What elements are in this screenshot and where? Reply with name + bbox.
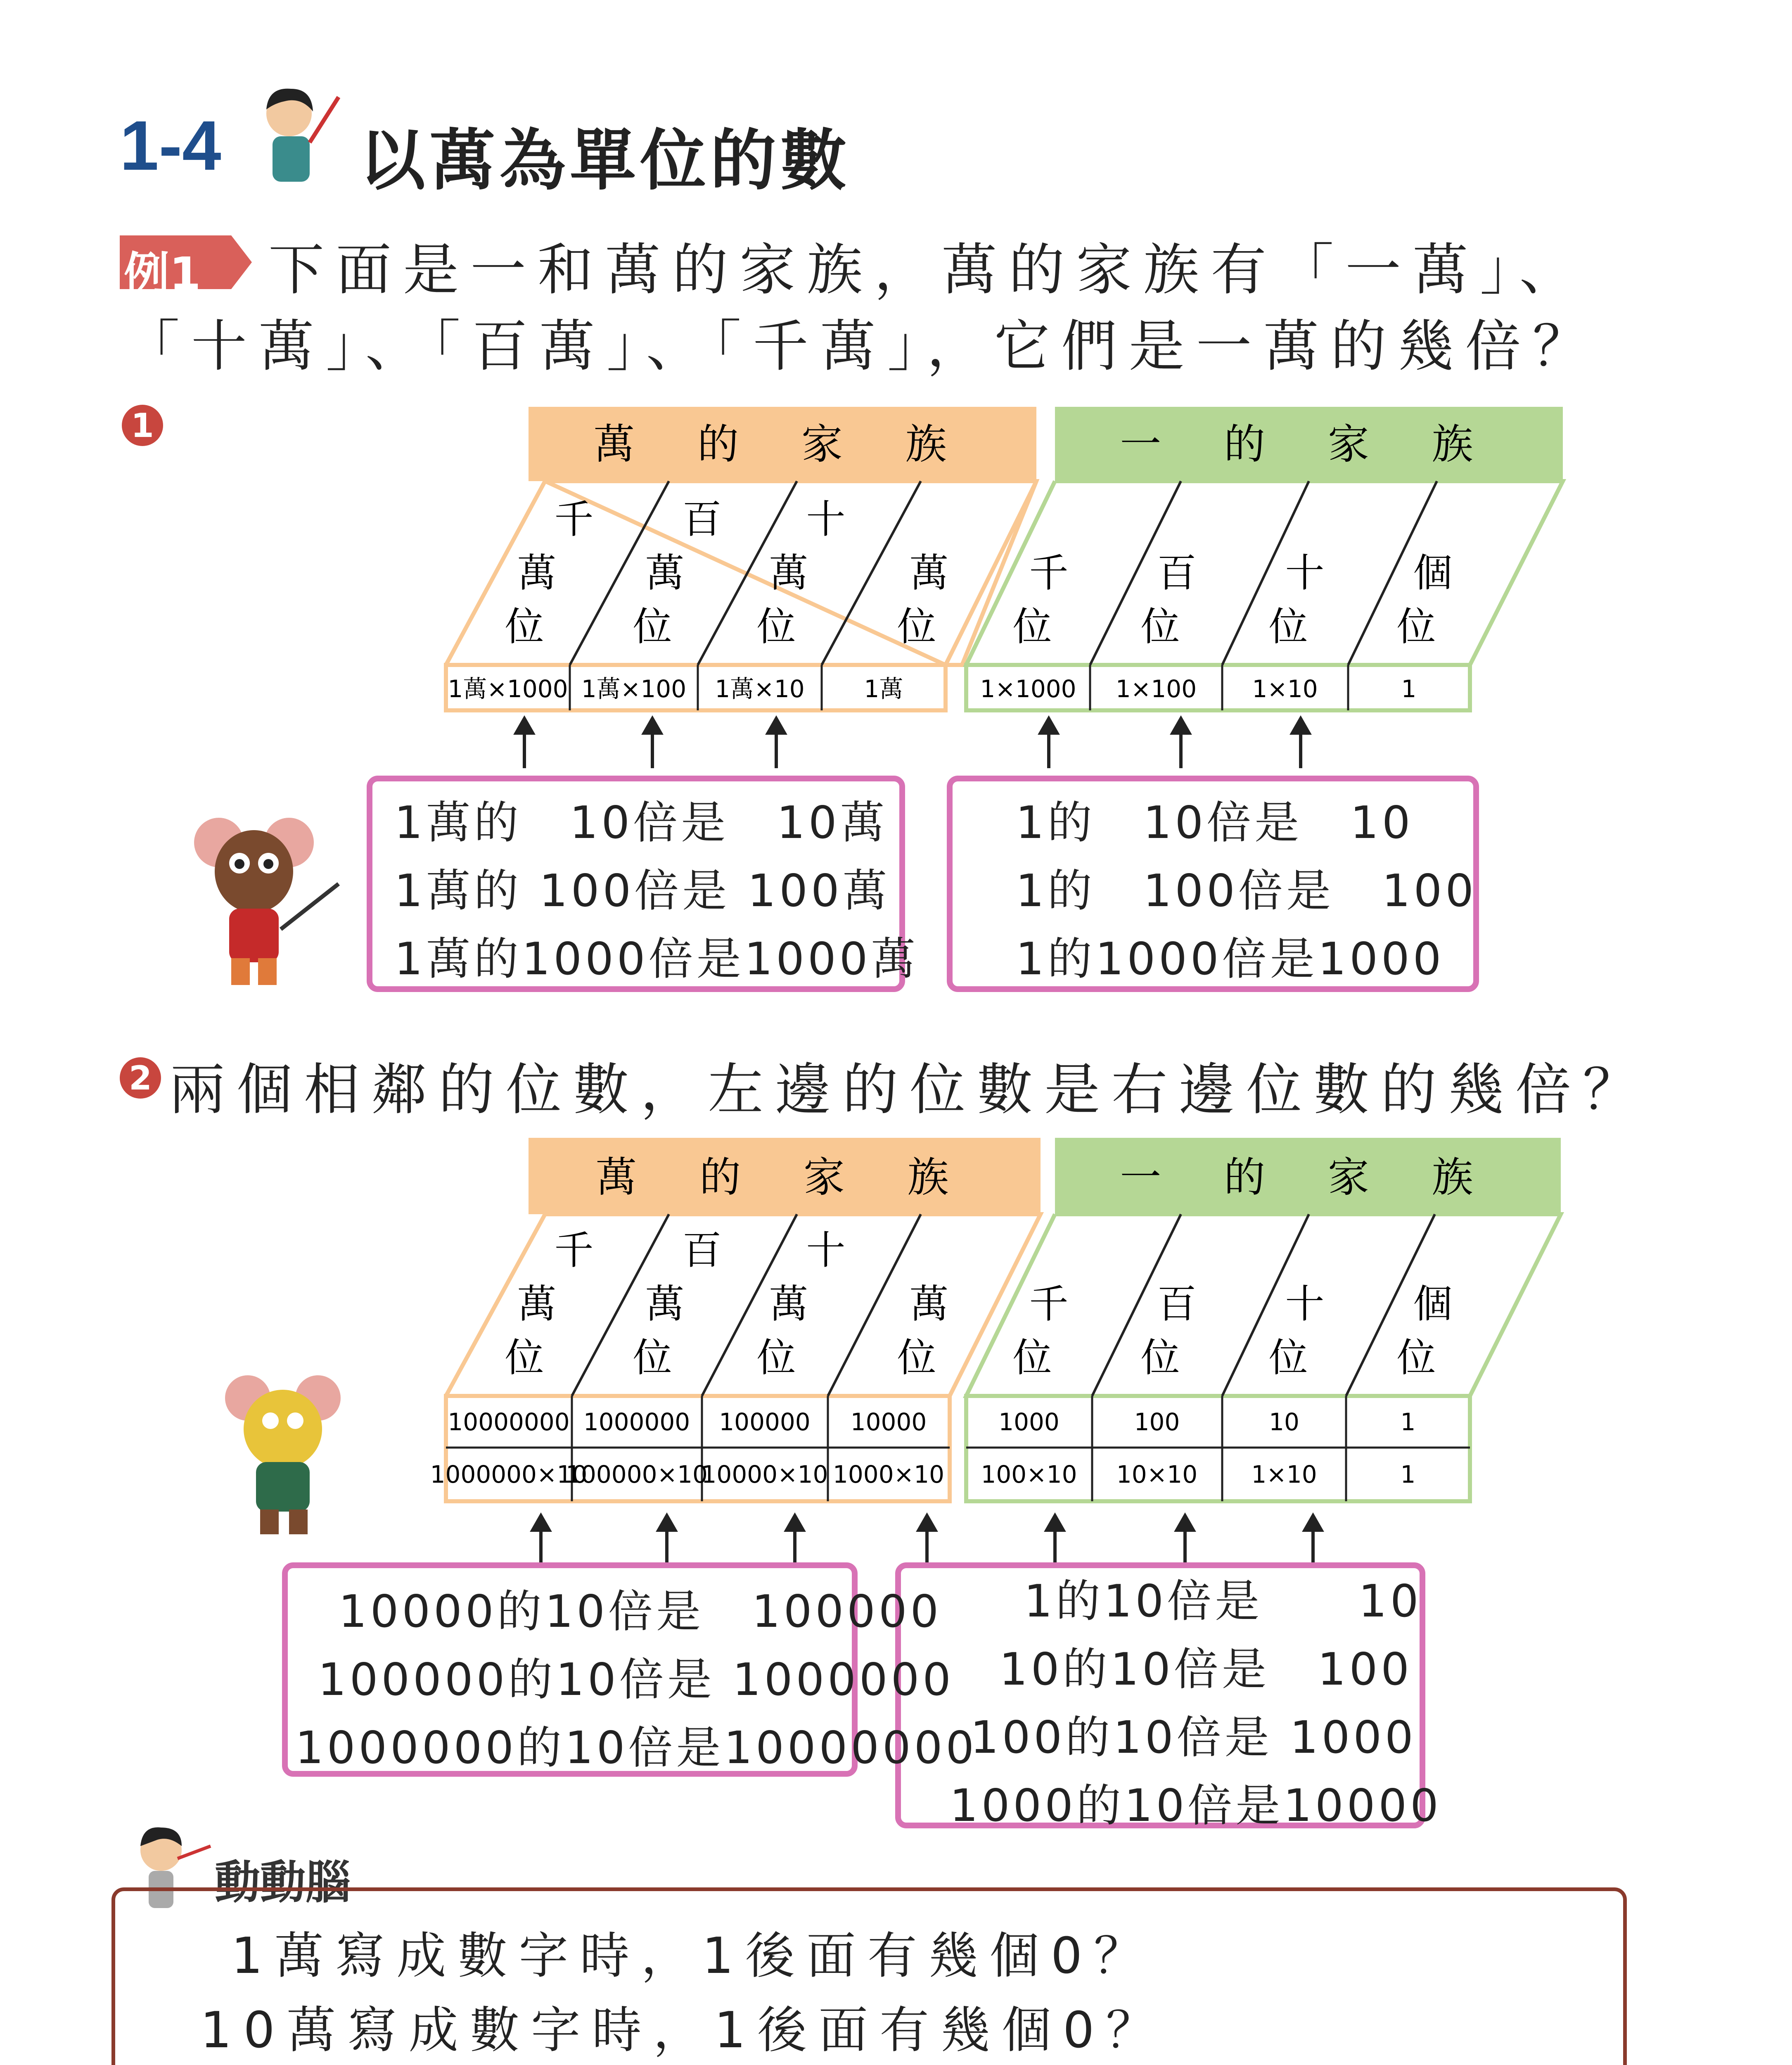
wan-family-header: 萬 的 家 族 <box>593 420 972 468</box>
wan-col-label-0-2: 位 <box>505 604 544 650</box>
wan-row-cell-2: 1萬×10 <box>715 675 805 703</box>
p2-yi-rule-4: 1000的10倍是10000 <box>950 1780 1442 1832</box>
part2-arrows <box>533 1516 1321 1565</box>
p2-wan-row2-cell-2: 10000×10 <box>701 1460 828 1488</box>
yi-col-label-0-1: 千 <box>1029 551 1069 596</box>
question-line-1: 下面是一和萬的家族，萬的家族有「一萬」、 <box>268 237 1587 302</box>
p2-wan-row1-cell-3: 10000 <box>850 1408 927 1436</box>
yi-col-label-0-2: 位 <box>1012 604 1052 650</box>
yi-family-header: 一 的 家 族 <box>1120 420 1498 468</box>
wan-row-cell-0: 1萬×1000 <box>448 675 568 703</box>
p2-wan-rule-3: 1000000的10倍是10000000 <box>295 1722 978 1774</box>
wan-row-cell-1: 1萬×100 <box>581 675 687 703</box>
p2-yi-row1-cell-0: 1000 <box>998 1408 1060 1436</box>
yi-col-label-1-1: 百 <box>1157 551 1197 596</box>
yi-rule-2: 1的 100倍是 100 <box>1016 865 1477 917</box>
question-line-2: 「十萬」、「百萬」、「千萬」，它們是一萬的幾倍？ <box>124 314 1600 379</box>
think-title: 動動腦 <box>215 1856 351 1909</box>
p2-yi-row2-cell-2: 1×10 <box>1251 1460 1317 1488</box>
p2-wan-col-label-3-1: 萬 <box>909 1282 949 1327</box>
p2-wan-row1-cell-2: 100000 <box>719 1408 811 1436</box>
p2-wan-row2-cell-0: 1000000×10 <box>430 1460 588 1488</box>
yi-row-cell-2: 1×10 <box>1252 675 1318 703</box>
yi-col-label-3-1: 個 <box>1413 551 1453 596</box>
wan-col-label-0-1: 萬 <box>517 551 557 596</box>
wan-col-label-1-2: 位 <box>633 604 672 650</box>
p2-yi-row2-cell-0: 100×10 <box>981 1460 1077 1488</box>
part2-marker: 2 <box>120 1057 161 1099</box>
mouse-illustration-2 <box>225 1375 341 1534</box>
p2-wan-col-label-0-1: 萬 <box>517 1282 557 1327</box>
wan-col-label-3-1: 萬 <box>909 551 949 596</box>
yi-family-header-2: 一 的 家 族 <box>1120 1153 1498 1201</box>
p2-yi-row2-cell-1: 10×10 <box>1116 1460 1198 1488</box>
p2-wan-rule-1: 10000的10倍是 100000 <box>339 1586 942 1638</box>
p2-yi-rule-2: 10的10倍是 100 <box>999 1644 1413 1695</box>
yi-row-cell-0: 1×1000 <box>980 675 1076 703</box>
p2-yi-col-label-1-2: 位 <box>1140 1335 1180 1381</box>
wan-row-cell-3: 1萬 <box>864 675 903 703</box>
p2-wan-col-label-0-2: 位 <box>505 1335 544 1381</box>
wan-col-label-1-1: 萬 <box>645 551 685 596</box>
p2-wan-col-label-1-0: 百 <box>682 1228 722 1273</box>
p2-wan-row2-cell-3: 1000×10 <box>832 1460 945 1488</box>
example-badge: 例1 <box>124 247 201 300</box>
yi-rule-1: 1的 10倍是 10 <box>1016 797 1414 849</box>
p2-yi-col-label-2-2: 位 <box>1268 1335 1308 1381</box>
yi-col-label-1-2: 位 <box>1140 604 1180 650</box>
p2-yi-row1-cell-2: 10 <box>1269 1408 1299 1436</box>
wan-col-label-0-0: 千 <box>554 497 594 542</box>
p2-yi-row1-cell-3: 1 <box>1400 1408 1416 1436</box>
p2-wan-col-label-0-0: 千 <box>554 1228 594 1273</box>
p2-wan-col-label-3-2: 位 <box>897 1335 936 1381</box>
p2-yi-row2-cell-3: 1 <box>1400 1460 1416 1488</box>
yi-row-cell-1: 1×100 <box>1115 675 1197 703</box>
yi-col-label-2-2: 位 <box>1268 604 1308 650</box>
p2-wan-row2-cell-1: 100000×10 <box>566 1460 708 1488</box>
part2-question: 兩個相鄰的位數，左邊的位數是右邊位數的幾倍？ <box>169 1057 1650 1122</box>
p2-wan-col-label-1-2: 位 <box>633 1335 672 1381</box>
p2-yi-col-label-0-2: 位 <box>1012 1335 1052 1381</box>
p2-wan-row1-cell-1: 1000000 <box>583 1408 690 1436</box>
wan-rule-1: 1萬的 10倍是 10萬 <box>394 797 888 849</box>
p2-yi-col-label-1-1: 百 <box>1157 1282 1197 1327</box>
p2-wan-rule-2: 100000的10倍是 1000000 <box>318 1654 955 1706</box>
yi-col-label-2-1: 十 <box>1285 551 1325 596</box>
p2-wan-col-label-2-0: 十 <box>806 1228 846 1273</box>
wan-col-label-3-2: 位 <box>897 604 936 650</box>
p2-yi-rule-3: 100的10倍是 1000 <box>970 1712 1417 1764</box>
p2-yi-rule-1: 1的10倍是 10 <box>1024 1576 1422 1627</box>
yi-row-cell-3: 1 <box>1401 675 1417 703</box>
p2-wan-row1-cell-0: 10000000 <box>448 1408 570 1436</box>
think-line-2: 10萬寫成數字時，1後面有幾個0？ <box>200 2002 1167 2059</box>
wan-family-header-2: 萬 的 家 族 <box>595 1153 974 1201</box>
p2-wan-col-label-2-2: 位 <box>756 1335 796 1381</box>
section-number: 1-4 <box>120 107 221 185</box>
wan-col-label-2-0: 十 <box>806 497 846 542</box>
wan-col-label-2-2: 位 <box>756 604 796 650</box>
think-line-1: 1萬寫成數字時，1後面有幾個0？ <box>231 1927 1155 1985</box>
yi-rule-3: 1的1000倍是1000 <box>1016 933 1445 985</box>
wan-rule-3: 1萬的1000倍是1000萬 <box>394 933 919 985</box>
p2-yi-col-label-2-1: 十 <box>1285 1282 1325 1327</box>
section-title: 以萬為單位的數 <box>359 122 851 199</box>
p2-wan-col-label-2-1: 萬 <box>769 1282 808 1327</box>
p2-yi-row1-cell-1: 100 <box>1134 1408 1180 1436</box>
wan-rule-2: 1萬的 100倍是 100萬 <box>394 865 891 917</box>
yi-col-label-3-2: 位 <box>1396 604 1436 650</box>
part1-marker: 1 <box>122 405 163 446</box>
p2-yi-col-label-3-2: 位 <box>1396 1335 1436 1381</box>
wan-col-label-1-0: 百 <box>682 497 722 542</box>
p2-yi-col-label-0-1: 千 <box>1029 1282 1069 1327</box>
p2-wan-col-label-1-1: 萬 <box>645 1282 685 1327</box>
p2-yi-col-label-3-1: 個 <box>1413 1282 1453 1327</box>
wan-col-label-2-1: 萬 <box>769 551 808 596</box>
